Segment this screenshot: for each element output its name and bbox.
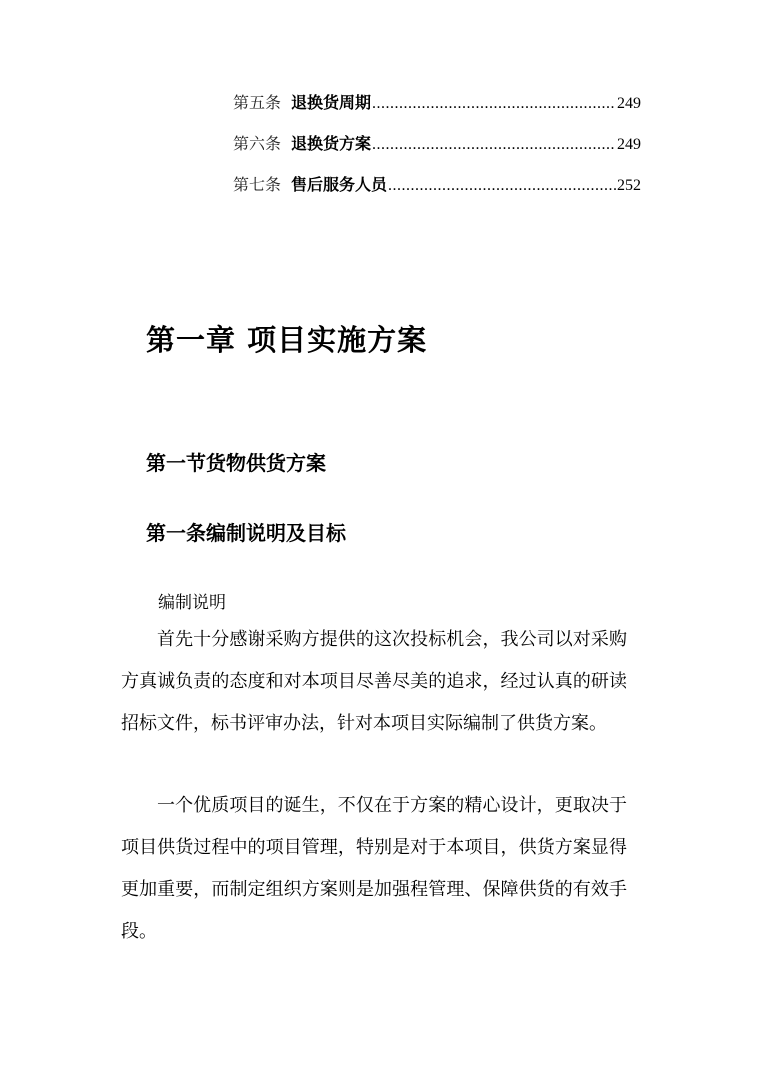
chapter-heading: 第一章 项目实施方案 (146, 323, 428, 357)
toc-entry-number: 第七条 (233, 175, 282, 194)
body-paragraph: 首先十分感谢采购方提供的这次投标机会，我公司以对采购方真诚负责的态度和对本项目尽善尽美的追求，经过认真的研读招标文件，标书评审办法，针对本项目实际编制了供货方案。 (121, 629, 627, 734)
toc-entry-page: 252 (617, 177, 641, 194)
toc-entry-number: 第六条 (233, 134, 282, 153)
section-heading: 第一节货物供货方案 (146, 451, 326, 475)
subheading: 编制说明 (158, 593, 226, 613)
toc-entry-number: 第五条 (233, 93, 282, 112)
toc-entry-6[interactable] (233, 133, 641, 174)
toc-dot-leader (388, 175, 616, 197)
toc-dot-leader (372, 93, 616, 115)
article-heading: 第一条编制说明及目标 (146, 521, 346, 545)
toc-dot-leader (372, 134, 616, 156)
toc-entry-page: 249 (617, 95, 641, 112)
toc-entry-7[interactable] (233, 174, 641, 215)
toc-entry-title: 退换货周期 (291, 93, 372, 112)
toc-entry-title: 售后服务人员 (291, 175, 388, 194)
toc-entry-title: 退换货方案 (291, 134, 372, 153)
table-of-contents (233, 92, 641, 215)
toc-entry-5[interactable] (233, 92, 641, 133)
body-paragraph: 一个优质项目的诞生，不仅在于方案的精心设计，更取决于项目供货过程中的项目管理，特别是对于本项目，供货方案显得更加重要，而制定组织方案则是加强程管理、保障供货的有效手段。 (121, 795, 627, 942)
toc-entry-page: 249 (617, 136, 641, 153)
